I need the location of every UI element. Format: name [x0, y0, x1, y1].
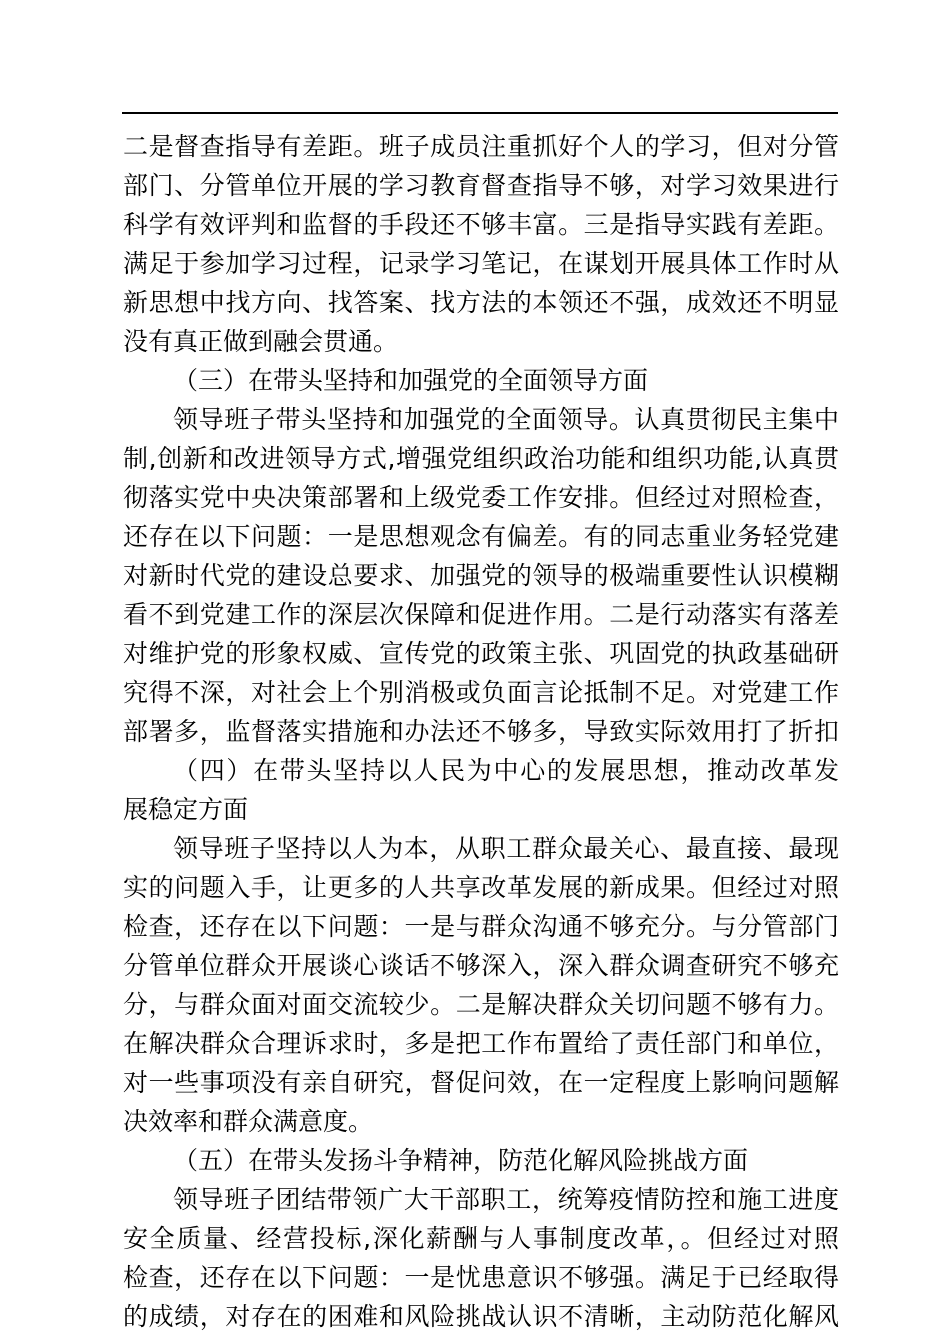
section-heading-4: （四）在带头坚持以人民为中心的发展思想，推动改革发: [173, 756, 839, 785]
text-line: 制,创新和改进领导方式,增强党组织政治功能和组织功能,认真贯: [123, 444, 839, 473]
text-line: 对新时代党的建设总要求、加强党的领导的极端重要性认识模糊: [123, 561, 839, 590]
text-line: 还存在以下问题：一是思想观念有偏差。有的同志重业务轻党建: [123, 522, 839, 551]
text-line: 分，与群众面对面交流较少。二是解决群众关切问题不够有力。: [123, 990, 839, 1019]
text-line: 二是督查指导有差距。班子成员注重抓好个人的学习，但对分管: [123, 132, 839, 161]
text-line: 部署多，监督落实措施和办法还不够多，导致实际效用打了折扣: [123, 717, 839, 746]
text-line: 领导班子团结带领广大干部职工，统筹疫情防控和施工进度: [173, 1185, 839, 1214]
document-body: [123, 127, 839, 1336]
text-line: 分管单位群众开展谈心谈话不够深入，深入群众调查研究不够充: [123, 951, 839, 980]
section-heading-4-cont: 展稳定方面: [123, 795, 249, 824]
text-line: 实的问题入手，让更多的人共享改革发展的新成果。但经过对照: [123, 873, 839, 902]
section-heading-5: （五）在带头发扬斗争精神，防范化解风险挑战方面: [173, 1146, 749, 1175]
text-line: 安全质量、经营投标,深化薪酬与人事制度改革，。但经过对照: [123, 1224, 839, 1253]
text-line: 满足于参加学习过程，记录学习笔记，在谋划开展具体工作时从: [123, 249, 839, 278]
text-line: 部门、分管单位开展的学习教育督查指导不够，对学习效果进行: [123, 171, 839, 200]
text-line: 决效率和群众满意度。: [123, 1107, 374, 1136]
text-line: 的成绩，对存在的困难和风险挑战认识不清晰，主动防范化解风: [123, 1302, 839, 1331]
text-line: 看不到党建工作的深层次保障和促进作用。二是行动落实有落差: [123, 600, 839, 629]
section-heading-3: （三）在带头坚持和加强党的全面领导方面: [173, 366, 649, 395]
text-line: 对一些事项没有亲自研究，督促问效，在一定程度上影响问题解: [123, 1068, 839, 1097]
text-line: 对维护党的形象权威、宣传党的政策主张、巩固党的执政基础研: [123, 639, 839, 668]
text-line: 彻落实党中央决策部署和上级党委工作安排。但经过对照检查，: [123, 483, 839, 512]
text-line: 检查，还存在以下问题：一是与群众沟通不够充分。与分管部门: [123, 912, 839, 941]
text-line: 领导班子坚持以人为本，从职工群众最关心、最直接、最现: [173, 834, 839, 863]
text-line: 科学有效评判和监督的手段还不够丰富。三是指导实践有差距。: [123, 210, 839, 239]
text-line: 没有真正做到融会贯通。: [123, 327, 399, 356]
text-line: 检查，还存在以下问题：一是忧患意识不够强。满足于已经取得: [123, 1263, 839, 1292]
text-line: 究得不深，对社会上个别消极或负面言论抵制不足。对党建工作: [123, 678, 839, 707]
text-line: 在解决群众合理诉求时，多是把工作布置给了责任部门和单位，: [123, 1029, 839, 1058]
header-rule: [122, 112, 838, 114]
text-line: 新思想中找方向、找答案、找方法的本领还不强，成效还不明显: [123, 288, 839, 317]
text-line: 领导班子带头坚持和加强党的全面领导。认真贯彻民主集中: [173, 405, 839, 434]
